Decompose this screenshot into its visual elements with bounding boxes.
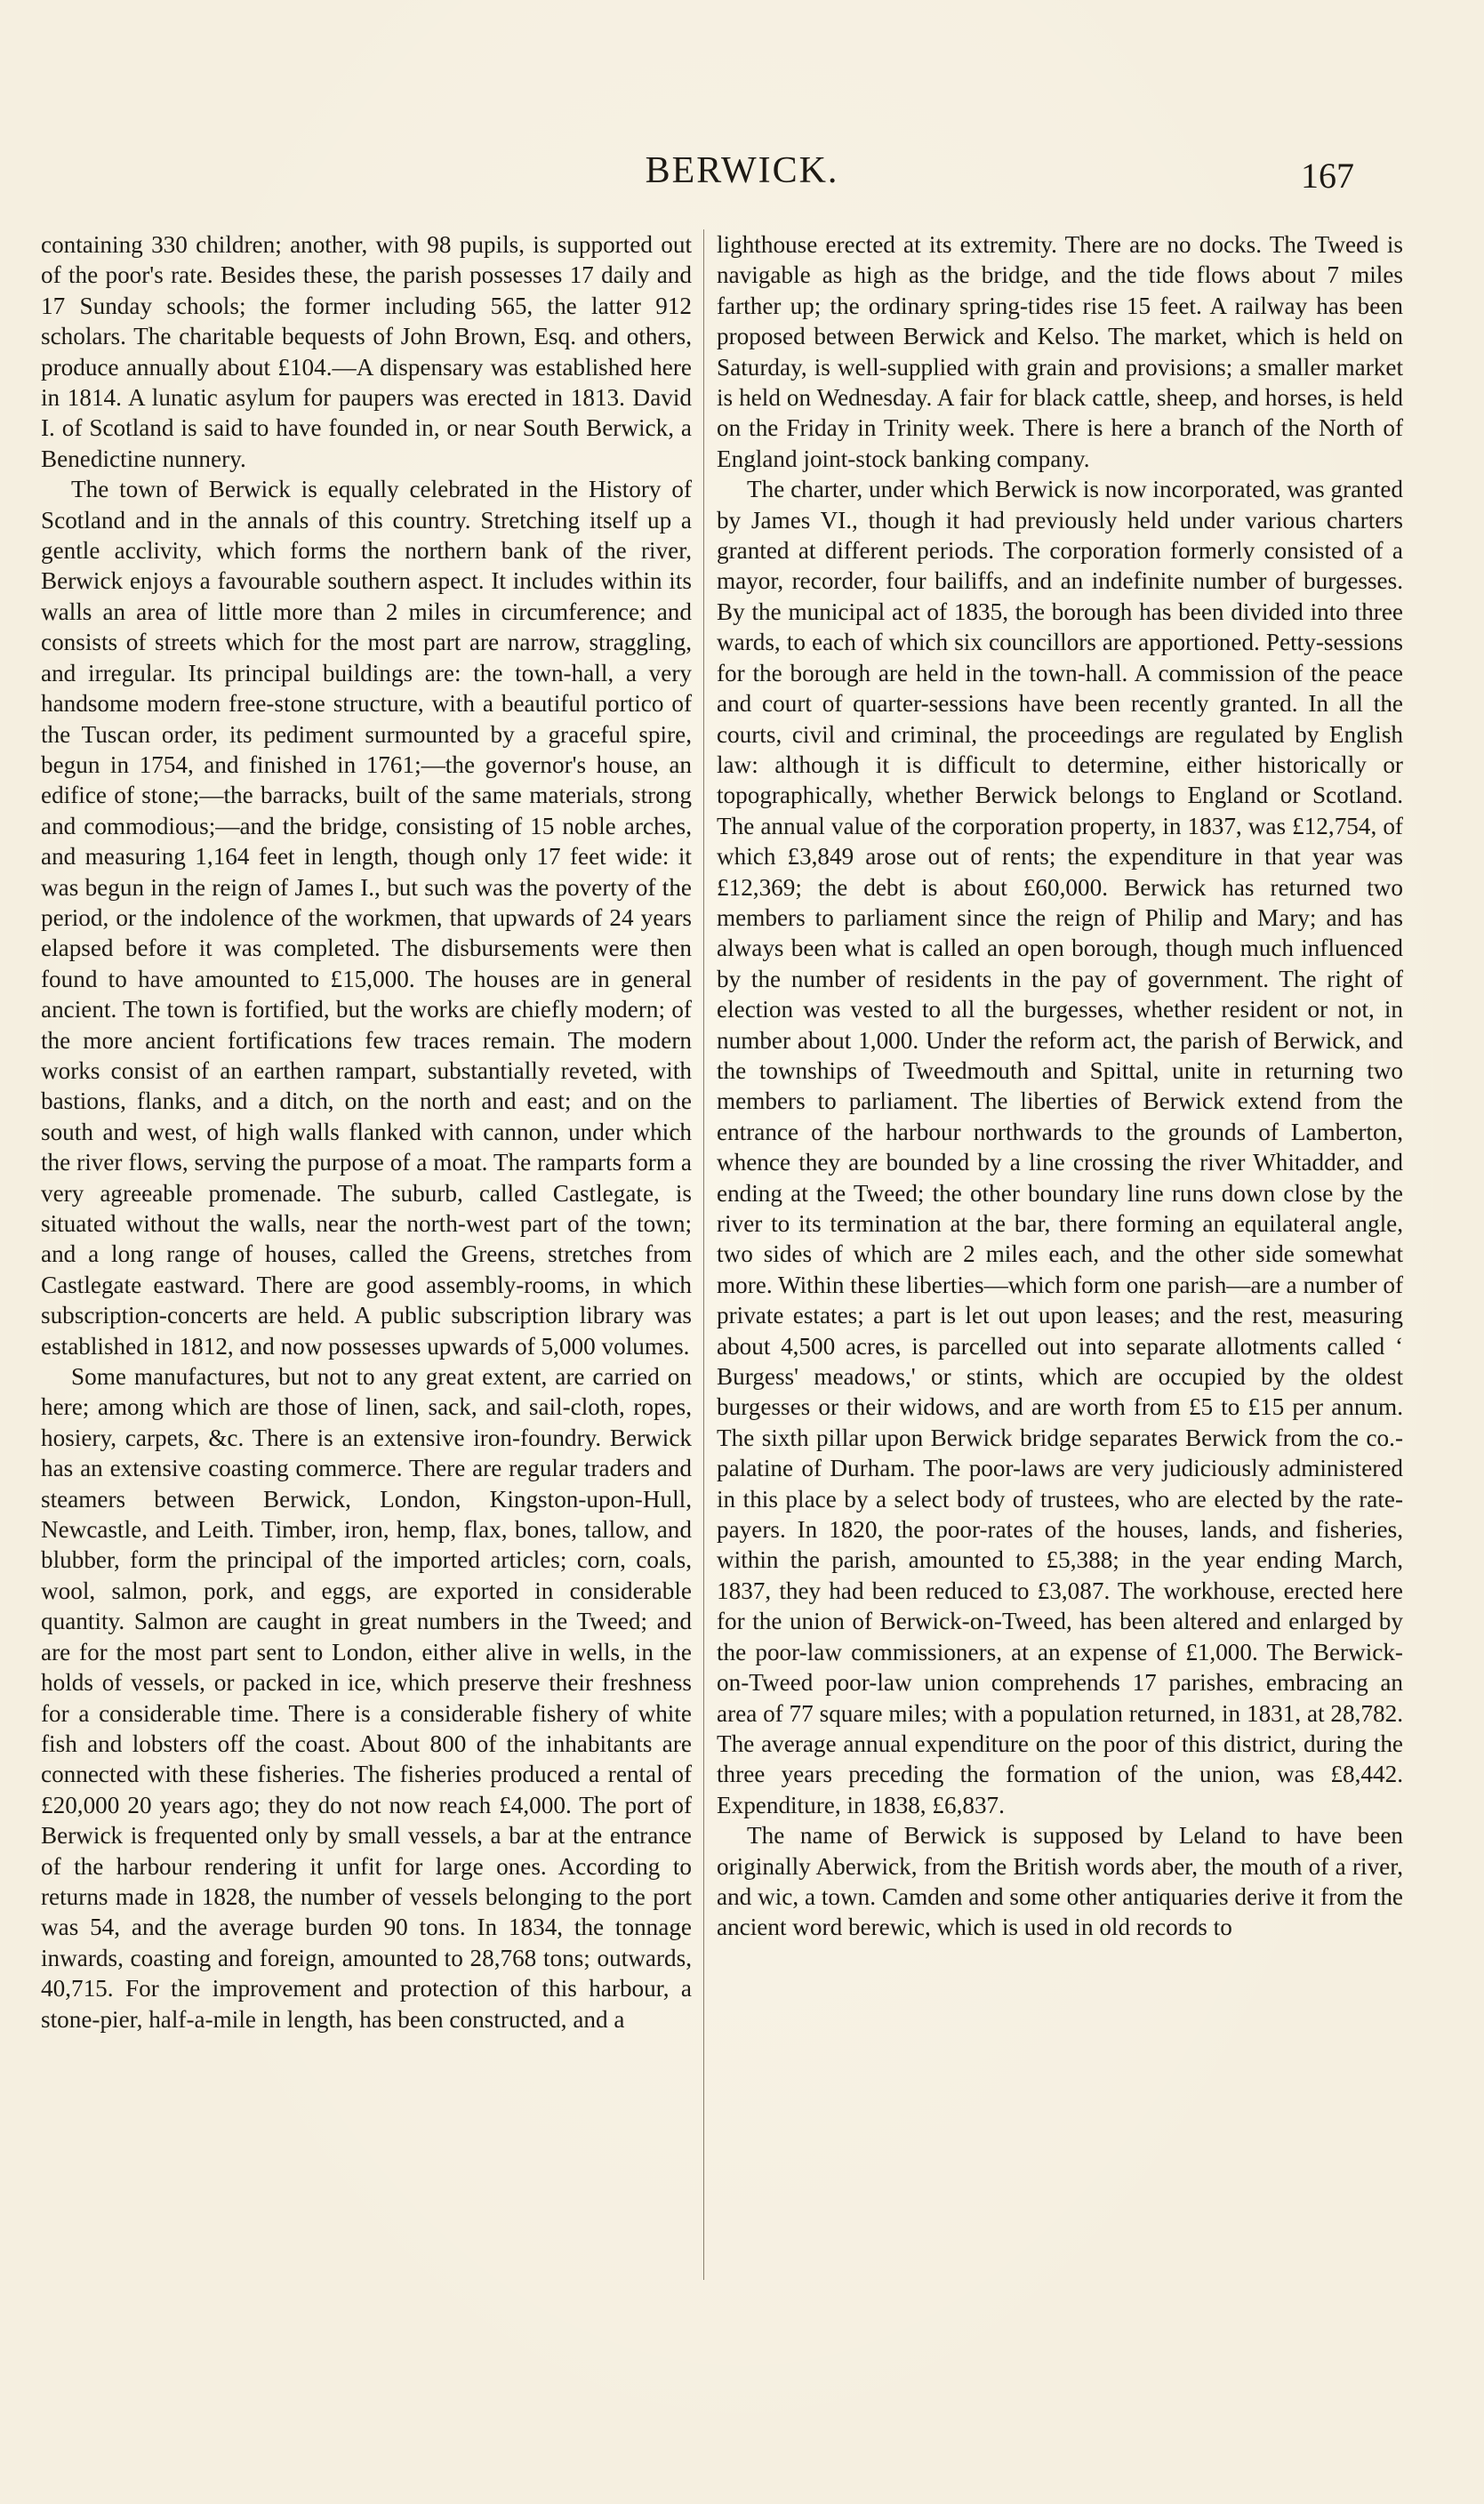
- column-divider: [703, 229, 704, 2280]
- paragraph: containing 330 children; another, with 98 pupils, is supported out of the poor's rate. Besides these, the parish possesses 17 daily and 17 Sunday schools; the former including 565, the latter 912 scholars. The charitable bequests of John Brown, Esq. and others, produce annually about £104.—A dispensary was established here in 1814. A lunatic asylum for paupers was erected in 1813. David I. of Scotland is said to have founded in, or near South Berwick, a Benedictine nunnery.: [41, 231, 692, 472]
- paragraph: The name of Berwick is supposed by Leland to have been originally Aberwick, from the British words aber, the mouth of a river, and wic, a town. Camden and some other antiquaries derive it from the ancient word berewic, which is used in old records to: [717, 1822, 1403, 1941]
- paragraph: The town of Berwick is equally celebrated in the History of Scotland and in the annals of this country. Stretching itself up a gentle acclivity, which forms the northern bank of the river, Berwick enjoys a favourable southern aspect. It includes within its walls an area of little more than 2 miles in circumference; and consists of streets which for the most part are narrow, straggling, and irregular. Its principal buildings are: the town-hall, a very handsome modern free-stone structure, with a beautiful portico of the Tuscan order, its pediment surmounted by a graceful spire, begun in 1754, and finished in 1761;—the governor's house, an edifice of stone;—the barracks, built of the same materials, strong and commodious;—and the bridge, consisting of 15 noble arches, and measuring 1,164 feet in length, though only 17 feet wide: it was begun in the reign of James I., but such was the poverty of the period, or the indolence of the workmen, that upwards of 24 years elapsed before it was completed. The disbursements were then found to have amounted to £15,000. The houses are in general ancient. The town is fortified, but the works are chiefly modern; of the more ancient fortifications few traces remain. The modern works consist of an earthen rampart, substantially reveted, with bastions, flanks, and a ditch, on the north and east; and on the south and west, of high walls flanked with cannon, under which the river flows, serving the purpose of a moat. The ramparts form a very agreeable promenade. The suburb, called Castlegate, is situated without the walls, near the north-west part of the town; and a long range of houses, called the Greens, stretches from Castlegate eastward. There are good assembly-rooms, in which subscription-concerts are held. A public subscription library was established in 1812, and now possesses upwards of 5,000 volumes.: [41, 476, 692, 1360]
- page-number: 167: [1301, 156, 1354, 196]
- running-head: [0, 144, 1484, 197]
- paragraph: lighthouse erected at its extremity. There are no docks. The Tweed is navigable as high as the bridge, and the tide flows about 7 miles farther up; the ordinary spring-tides rise 15 feet. A railway has been proposed between Berwick and Kelso. The market, which is held on Saturday, is well-supplied with grain and provisions; a smaller market is held on Wednesday. A fair for black cattle, sheep, and horses, is held on the Friday in Trinity week. There is here a branch of the North of England joint-stock banking company.: [717, 231, 1403, 472]
- left-column: [41, 229, 692, 2034]
- paragraph: Some manufactures, but not to any great extent, are carried on here; among which are those of linen, sack, and sail-cloth, ropes, hosiery, carpets, &c. There is an extensive iron-foundry. Berwick has an extensive coasting commerce. There are regular traders and steamers between Berwick, London, Kingston-upon-Hull, Newcastle, and Leith. Timber, iron, hemp, flax, bones, tallow, and blubber, form the principal of the imported articles; corn, coals, wool, salmon, pork, and eggs, are exported in considerable quantity. Salmon are caught in great numbers in the Tweed; and are for the most part sent to London, either alive in wells, in the holds of vessels, or packed in ice, which preserve their freshness for a considerable time. There is a considerable fishery of white fish and lobsters off the coast. About 800 of the inhabitants are connected with these fisheries. The fisheries produced a rental of £20,000 20 years ago; they do not now reach £4,000. The port of Berwick is frequented only by small vessels, a bar at the entrance of the harbour rendering it unfit for large ones. According to returns made in 1828, the number of vessels belonging to the port was 54, and the average burden 90 tons. In 1834, the tonnage inwards, coasting and foreign, amounted to 28,768 tons; outwards, 40,715. For the improvement and protection of this harbour, a stone-pier, half-a-mile in length, has been constructed, and a: [41, 1363, 692, 2033]
- right-column: [717, 229, 1403, 1943]
- page-title: BERWICK.: [645, 150, 839, 191]
- paragraph: The charter, under which Berwick is now incorporated, was granted by James VI., though it had previously held under various charters granted at different periods. The corporation formerly consisted of a mayor, recorder, four bailiffs, and an indefinite number of burgesses. By the municipal act of 1835, the borough has been divided into three wards, to each of which six councillors are apportioned. Petty-sessions for the borough are held in the town-hall. A commission of the peace and court of quarter-sessions have been recently granted. In all the courts, civil and criminal, the proceedings are regulated by English law: although it is difficult to determine, either historically or topographically, whether Berwick belongs to England or Scotland. The annual value of the corporation property, in 1837, was £12,754, of which £3,849 arose out of rents; the expenditure in that year was £12,369; the debt is about £60,000. Berwick has returned two members to parliament since the reign of Philip and Mary; and has always been what is called an open borough, though much influenced by the number of residents in the pay of government. The right of election was vested to all the burgesses, whether resident or not, in number about 1,000. Under the reform act, the parish of Berwick, and the townships of Tweedmouth and Spittal, unite in returning two members to parliament. The liberties of Berwick extend from the entrance of the harbour northwards to the grounds of Lamberton, whence they are bounded by a line crossing the river Whitadder, and ending at the Tweed; the other boundary line runs down close by the river to its termination at the bar, there forming an equilateral angle, two sides of which are 2 miles each, and the other side somewhat more. Within these liberties—which form one parish—are a number of private estates; a part is let out upon leases; and the rest, measuring about 4,500 acres, is parcelled out into separate allotments called ‘ Burgess' meadows,' or stints, which are occupied by the oldest burgesses or their widows, and are worth from £5 to £15 per annum. The sixth pillar upon Berwick bridge separates Berwick from the co.-palatine of Durham. The poor-laws are very judiciously administered in this place by a select body of trustees, who are elected by the rate-payers. In 1820, the poor-rates of the houses, lands, and fisheries, within the parish, amounted to £5,388; in the year ending March, 1837, they had been reduced to £3,087. The workhouse, erected here for the union of Berwick-on-Tweed, has been altered and enlarged by the poor-law commissioners, at an expense of £1,000. The Berwick-on-Tweed poor-law union comprehends 17 parishes, embracing an area of 77 square miles; with a population returned, in 1831, at 28,782. The average annual expenditure on the poor of this district, during the three years preceding the formation of the union, was £8,442. Expenditure, in 1838, £6,837.: [717, 476, 1403, 1818]
